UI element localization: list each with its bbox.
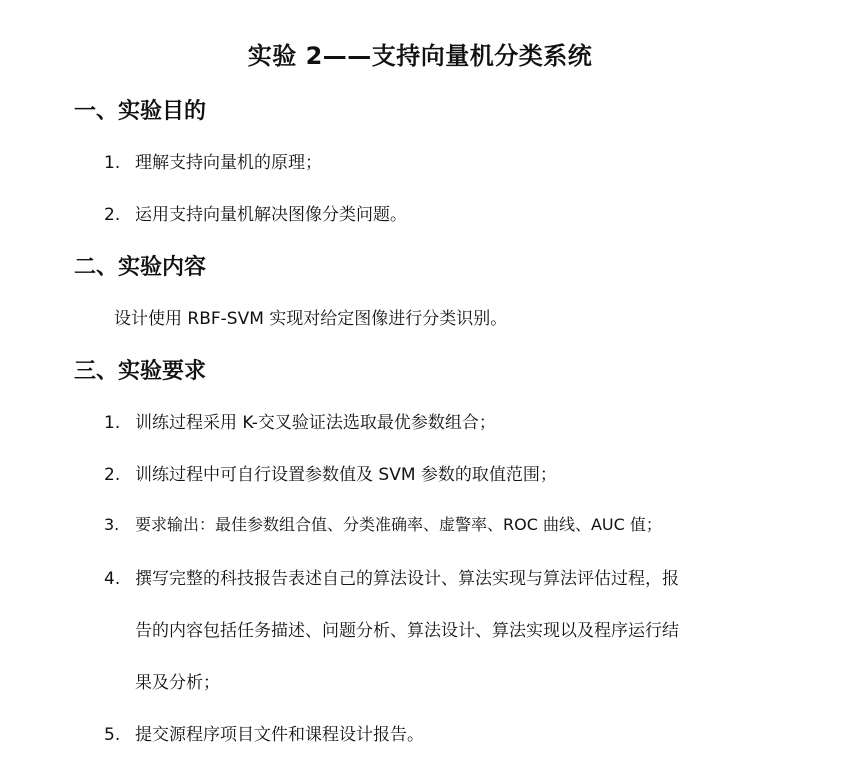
list-item-text: 撰写完整的科技报告表述自己的算法设计、算法实现与算法评估过程，报 xyxy=(135,569,679,589)
list-item-text: 要求输出：最佳参数组合值、分类准确率、虚警率、ROC 曲线、AUC 值； xyxy=(135,515,662,534)
section-heading-objectives: 一、实验目的 xyxy=(74,99,207,124)
section-heading-requirements: 三、实验要求 xyxy=(74,359,207,384)
list-item-number: 4. xyxy=(104,569,121,589)
list-item-text: 运用支持向量机解决图像分类问题。 xyxy=(135,205,407,225)
list-item xyxy=(104,460,557,485)
list-item-continuation: 告的内容包括任务描述、问题分析、算法设计、算法实现以及程序运行结 xyxy=(135,621,679,641)
list-item-text: 理解支持向量机的原理； xyxy=(135,153,322,173)
list-item-number: 2. xyxy=(104,465,121,485)
content-paragraph: 设计使用 RBF-SVM 实现对给定图像进行分类识别。 xyxy=(114,309,508,329)
list-item-number: 1. xyxy=(104,153,121,173)
list-item-text: 训练过程采用 K-交叉验证法选取最优参数组合； xyxy=(135,413,496,433)
list-item xyxy=(104,408,496,433)
list-item xyxy=(104,200,407,225)
section-heading-content: 二、实验内容 xyxy=(74,255,207,280)
document-title: 实验 2——支持向量机分类系统 xyxy=(247,42,593,70)
list-item-number: 2. xyxy=(104,205,121,225)
list-item xyxy=(104,148,322,173)
list-item-text: 提交源程序项目文件和课程设计报告。 xyxy=(135,725,424,745)
list-item xyxy=(104,720,424,745)
list-item-number: 1. xyxy=(104,413,121,433)
list-item-number: 5. xyxy=(104,725,121,745)
list-item-continuation: 果及分析； xyxy=(135,673,220,693)
list-item-number: 3. xyxy=(104,515,120,534)
list-item xyxy=(104,564,679,589)
list-item xyxy=(104,512,662,535)
list-item-text: 训练过程中可自行设置参数值及 SVM 参数的取值范围； xyxy=(135,465,557,485)
